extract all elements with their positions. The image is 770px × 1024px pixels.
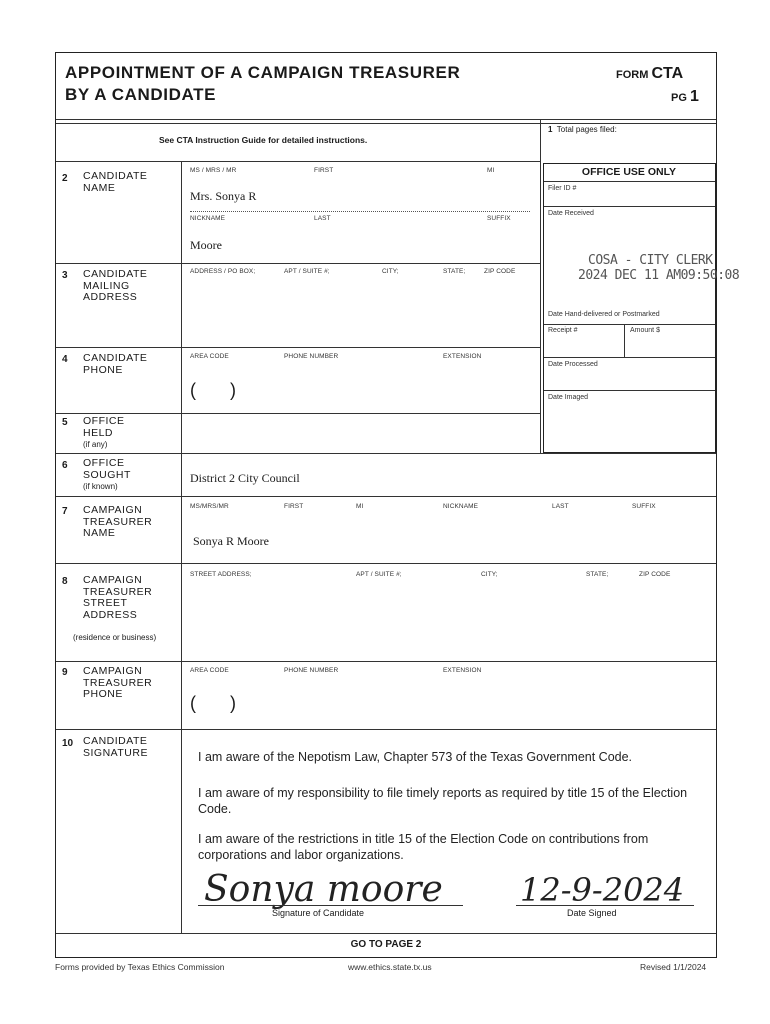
section-5-num: 5 [62, 417, 68, 428]
form-title-line2: BY A CANDIDATE [65, 85, 217, 104]
section-4-num: 4 [62, 354, 68, 365]
signature-svg [198, 861, 478, 911]
total-pages-field[interactable] [548, 125, 617, 134]
total-pages-label: Total pages filed: [556, 125, 617, 134]
section-9-label-line1: CAMPAIGN [83, 665, 143, 677]
mailing-state-label: STATE; [443, 268, 466, 275]
footer-center[interactable]: www.ethics.state.tx.us [348, 962, 432, 972]
date-line [516, 905, 694, 906]
candidate-mi-label: MI [487, 167, 495, 174]
date-caption: Date Signed [567, 908, 617, 918]
section-7-label-line3: NAME [83, 527, 116, 539]
section-10-num: 10 [62, 738, 74, 749]
section-8-sub: (residence or business) [73, 633, 157, 642]
section-4-label [83, 353, 147, 376]
section-7-label [83, 505, 152, 540]
section-9-label [83, 666, 152, 701]
section-3-label-line3: ADDRESS [83, 291, 138, 303]
treasurer-address-field[interactable] [184, 583, 712, 657]
candidate-area-code-field[interactable] [190, 380, 236, 401]
office-sought-field[interactable]: District 2 City Council [190, 471, 300, 485]
candidate-first-name-field[interactable]: Mrs. Sonya R [190, 189, 257, 203]
section-8-label-line2: TREASURER [83, 585, 153, 598]
section-7-label-line1: CAMPAIGN [83, 504, 143, 516]
section-9-label-line2: TREASURER [83, 676, 153, 689]
page-number-value: 1 [689, 88, 699, 105]
page-number [671, 88, 699, 106]
section-10-label-line1: CANDIDATE [83, 735, 148, 747]
candidate-phone-number-label: PHONE NUMBER [284, 353, 339, 360]
candidate-title-label: MS / MRS / MR [190, 167, 237, 174]
treasurer-state-label: STATE; [586, 571, 609, 578]
date-imaged-label: Date Imaged [548, 394, 589, 401]
date-processed-label: Date Processed [548, 361, 598, 368]
section-8-label-line3: STREET [83, 597, 128, 609]
mailing-city-label: CITY; [382, 268, 399, 275]
reporting-statement: I am aware of my responsibility to file timely reports as required by title 15 of the Election Code. [198, 786, 688, 816]
section-2-label-line1: CANDIDATE [83, 170, 148, 182]
paren-open: ( [190, 380, 196, 400]
contributions-statement: I am aware of the restrictions in title 15 of the Election Code on contributions from corporations and labor organizations. [198, 832, 649, 862]
nepotism-statement: I am aware of the Nepotism Law, Chapter 573 of the Texas Government Code. [198, 750, 633, 764]
date-signed-svg [514, 861, 704, 911]
section-5-label-line2: HELD [83, 426, 114, 439]
received-stamp-line1: COSA - CITY CLERK [588, 253, 713, 268]
section-5-sub: (if any) [83, 440, 108, 449]
candidate-suffix-label: SUFFIX [487, 215, 511, 222]
instructions-text: See CTA Instruction Guide for detailed instructions. [159, 135, 368, 145]
treasurer-phone-number-label: PHONE NUMBER [284, 667, 339, 674]
section-3-label [83, 269, 147, 304]
section-10-label [83, 736, 148, 759]
mailing-address-label: ADDRESS / PO BOX; [190, 268, 256, 275]
footer-left: Forms provided by Texas Ethics Commission [55, 962, 225, 972]
treasurer-zip-label: ZIP CODE [639, 571, 671, 578]
paren-close: ) [230, 380, 236, 400]
section-2-label [83, 171, 147, 194]
treasurer-street-label: STREET ADDRESS; [190, 571, 252, 578]
section-4-label-line1: CANDIDATE [83, 352, 148, 364]
section-6-label-line2: SOUGHT [83, 468, 131, 481]
treasurer-apt-label: APT / SUITE #; [356, 571, 402, 578]
section-6-label [83, 458, 131, 493]
form-code-value: CTA [651, 65, 684, 82]
footer-right: Revised 1/1/2024 [640, 962, 707, 972]
treasurer-extension-label: EXTENSION [443, 667, 482, 674]
section-8-label-line1: CAMPAIGN [83, 574, 143, 586]
section-8-label-line4: ADDRESS [83, 608, 138, 621]
section-5-label-line1: OFFICE [83, 415, 125, 427]
date-signed-text: 12-9-2024 [520, 871, 685, 909]
total-pages-num: 1 [548, 125, 553, 134]
receipt-label: Receipt # [548, 327, 578, 334]
section-5-label [83, 416, 125, 451]
signature-text: Sonya moore [204, 869, 443, 910]
treasurer-nickname-label: NICKNAME [443, 503, 479, 510]
section-4-label-line2: PHONE [83, 363, 123, 376]
candidate-nickname-label: NICKNAME [190, 215, 226, 222]
section-9-num: 9 [62, 667, 68, 678]
cta-form [55, 52, 740, 958]
paren-close: ) [230, 693, 236, 713]
section-3-num: 3 [62, 270, 68, 281]
date-signed[interactable] [514, 861, 704, 911]
treasurer-suffix-label: SUFFIX [632, 503, 656, 510]
section-2-num: 2 [62, 173, 68, 184]
page-prefix: PG [671, 92, 687, 104]
date-hand-delivered-label: Date Hand-delivered or Postmarked [548, 311, 660, 318]
candidate-area-code-label: AREA CODE [190, 353, 229, 360]
office-held-field[interactable] [184, 415, 538, 451]
treasurer-name-field[interactable]: Sonya R Moore [193, 534, 269, 548]
section-2-label-line2: NAME [83, 181, 116, 194]
treasurer-mi-label: MI [356, 503, 364, 510]
section-6-num: 6 [62, 460, 68, 471]
section-9-label-line3: PHONE [83, 688, 123, 700]
received-stamp-line2: 2024 DEC 11 AM09:50:08 [578, 268, 740, 283]
section-6-sub: (if known) [83, 482, 118, 491]
treasurer-last-label: LAST [552, 503, 569, 510]
signature-caption: Signature of Candidate [272, 908, 365, 918]
candidate-last-name-field[interactable]: Moore [190, 238, 222, 252]
amount-label: Amount $ [630, 327, 660, 334]
section-8-label [83, 575, 152, 621]
treasurer-title-label: MS/MRS/MR [190, 503, 229, 510]
candidate-extension-label: EXTENSION [443, 353, 482, 360]
section-6-label-line1: OFFICE [83, 457, 125, 469]
name-separator [190, 211, 530, 212]
candidate-first-label: FIRST [314, 167, 334, 174]
office-use-title: OFFICE USE ONLY [581, 166, 677, 178]
signature-line [198, 905, 463, 906]
treasurer-area-code-label: AREA CODE [190, 667, 229, 674]
treasurer-area-code-field[interactable] [190, 693, 236, 714]
form-title-line1: APPOINTMENT OF A CAMPAIGN TREASURER [65, 63, 461, 82]
section-7-label-line2: TREASURER [83, 515, 153, 528]
form-code [616, 65, 683, 83]
section-10-label-line2: SIGNATURE [83, 746, 148, 759]
section-8-num: 8 [62, 576, 68, 587]
mailing-apt-label: APT / SUITE #; [284, 268, 330, 275]
paren-open: ( [190, 693, 196, 713]
go-to-page-2: GO TO PAGE 2 [350, 939, 422, 950]
section-3-label-line1: CANDIDATE [83, 268, 148, 280]
candidate-signature[interactable] [198, 861, 478, 911]
candidate-last-label: LAST [314, 215, 331, 222]
form-prefix: FORM [616, 69, 649, 81]
treasurer-first-label: FIRST [284, 503, 304, 510]
mailing-zip-label: ZIP CODE [484, 268, 516, 275]
section-7-num: 7 [62, 506, 68, 517]
treasurer-city-label: CITY; [481, 571, 498, 578]
date-received-label: Date Received [548, 210, 594, 217]
filer-id-label: Filer ID # [548, 185, 577, 192]
mailing-address-field[interactable] [184, 279, 538, 343]
office-use-box [543, 163, 740, 453]
section-3-label-line2: MAILING [83, 279, 130, 292]
